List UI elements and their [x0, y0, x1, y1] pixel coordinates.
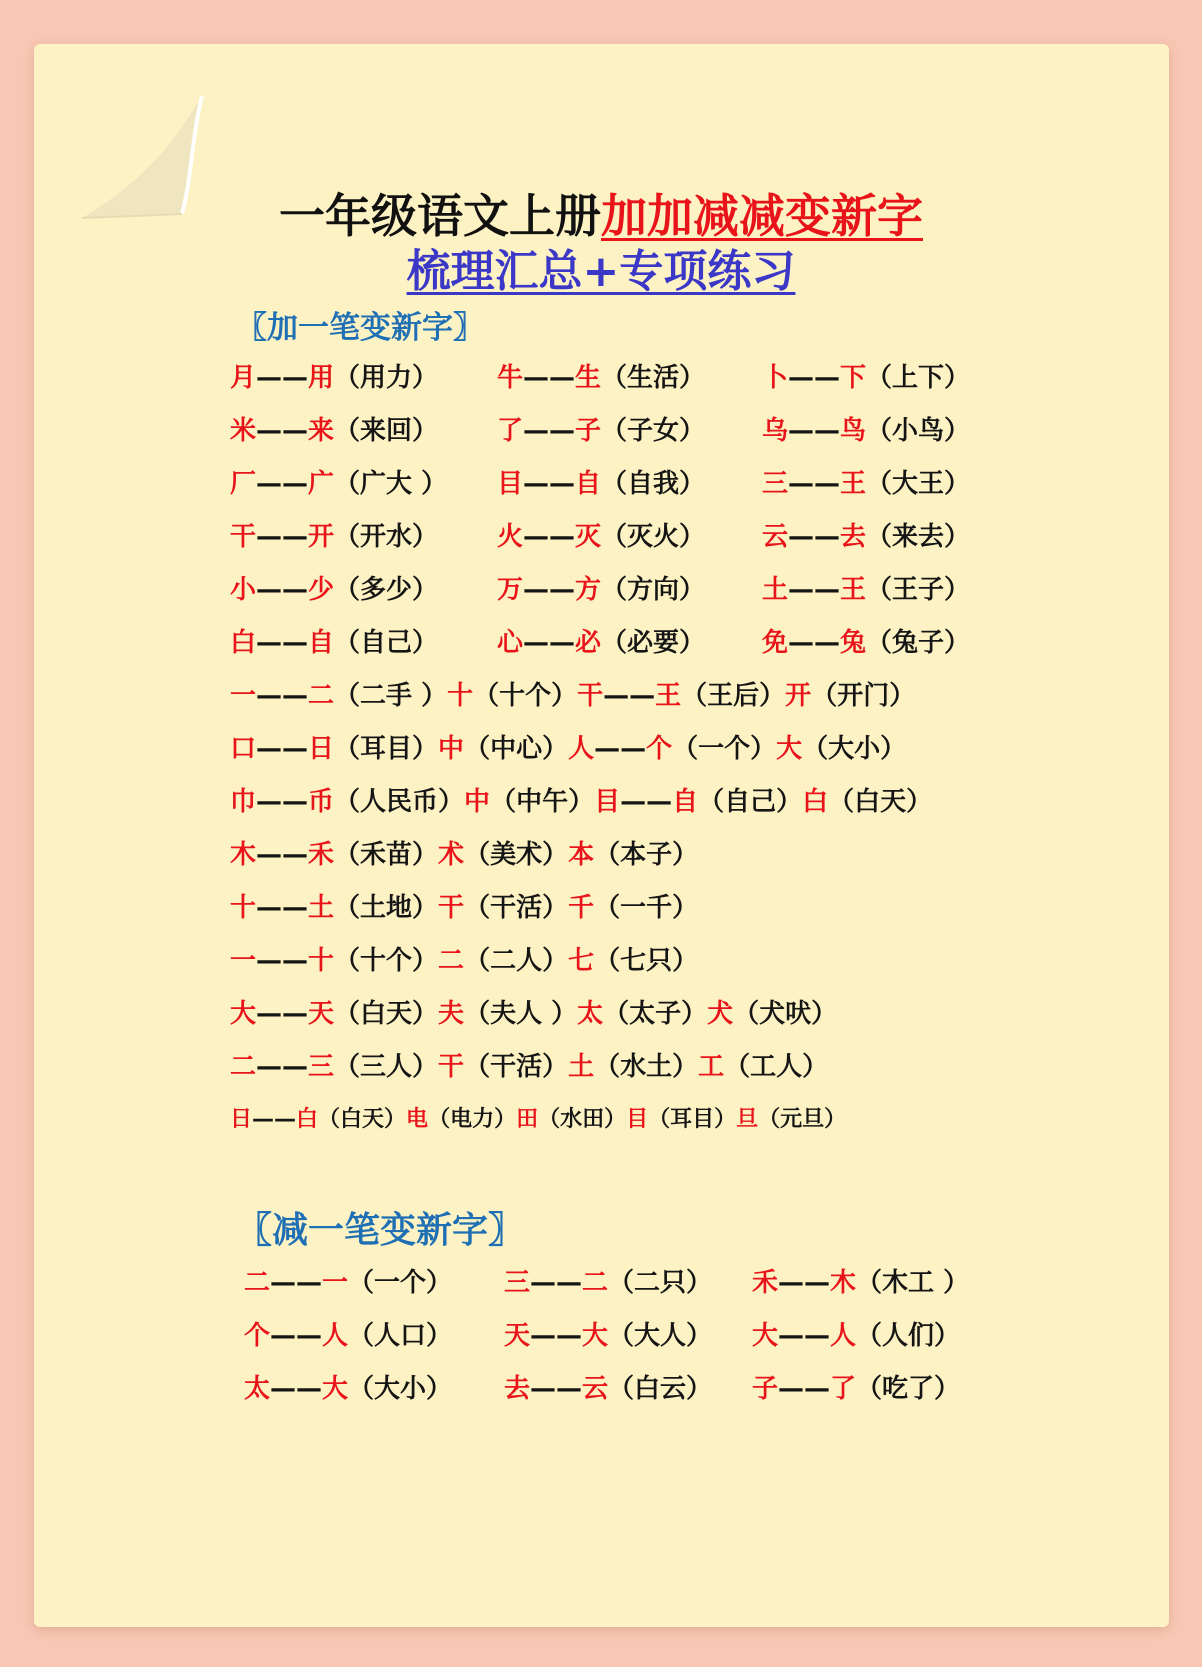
new-char: 自: [672, 787, 699, 817]
source-char: 厂: [230, 469, 257, 499]
char-entry: [568, 734, 776, 764]
new-char: 开: [308, 522, 335, 552]
dash: ——: [256, 1052, 309, 1082]
source-char: 巾: [230, 787, 257, 817]
example-word: （广大 ）: [334, 469, 448, 499]
char-entry: [230, 409, 438, 453]
char-entry: [438, 840, 568, 870]
dash: ——: [256, 575, 309, 605]
new-char: 子: [575, 416, 602, 446]
dash: ——: [788, 469, 841, 499]
example-word: （用力）: [334, 363, 439, 393]
example-word: （美术）: [464, 840, 569, 870]
char-entry: [752, 1261, 969, 1305]
new-char: 白: [802, 787, 829, 817]
new-char: 禾: [308, 840, 335, 870]
dash: ——: [530, 1374, 583, 1404]
source-char: 去: [504, 1374, 531, 1404]
new-char: 田: [516, 1107, 539, 1132]
new-char: 二: [438, 946, 465, 976]
new-char: 王: [840, 575, 867, 605]
new-char: 下: [840, 363, 867, 393]
char-entry: [438, 893, 568, 923]
dash: ——: [256, 734, 309, 764]
new-char: 术: [438, 840, 465, 870]
char-entry: [244, 1314, 452, 1358]
char-entry: [762, 409, 970, 453]
source-char: 一: [230, 681, 257, 711]
source-char: 心: [497, 628, 524, 658]
example-word: （耳目）: [334, 734, 439, 764]
example-word: （犬吠）: [733, 999, 838, 1029]
char-entry: [762, 515, 970, 559]
dash: ——: [270, 1374, 323, 1404]
example-word: （十个）: [473, 681, 578, 711]
example-word: （开门）: [811, 681, 916, 711]
new-char: 大: [582, 1321, 609, 1351]
char-entry: [762, 462, 970, 506]
new-char: 白: [296, 1107, 319, 1132]
example-word: （白天）: [318, 1107, 407, 1132]
source-char: 火: [497, 522, 524, 552]
char-entry: [230, 1052, 438, 1082]
new-char: 币: [308, 787, 335, 817]
new-char: 十: [308, 946, 335, 976]
char-row-content: [230, 886, 698, 930]
char-entry: [568, 893, 698, 923]
dash: ——: [256, 628, 309, 658]
new-char: 去: [840, 522, 867, 552]
source-char: 牛: [497, 363, 524, 393]
example-word: （干活）: [464, 893, 569, 923]
char-entry: [785, 681, 915, 711]
example-word: （自我）: [601, 469, 706, 499]
char-entry: [230, 621, 438, 665]
example-word: （开水）: [334, 522, 439, 552]
example-word: （白天）: [828, 787, 933, 817]
page-subtitle: 梳理汇总+专项练习: [406, 246, 796, 297]
source-char: 一: [230, 946, 257, 976]
source-char: 口: [230, 734, 257, 764]
char-entry: [736, 1107, 846, 1132]
char-entry: [447, 681, 577, 711]
new-char: 个: [646, 734, 673, 764]
dash: ——: [788, 363, 841, 393]
new-char: 土: [308, 893, 335, 923]
example-word: （来回）: [334, 416, 439, 446]
example-word: （二人）: [464, 946, 569, 976]
example-word: （禾苗）: [334, 840, 439, 870]
new-char: 王: [655, 681, 682, 711]
dash: ——: [523, 416, 576, 446]
source-char: 二: [244, 1268, 271, 1298]
source-char: 免: [762, 628, 789, 658]
char-entry: [230, 356, 438, 400]
char-entry: [464, 787, 594, 817]
example-word: （一个）: [348, 1268, 453, 1298]
new-char: 广: [308, 469, 335, 499]
new-char: 木: [830, 1268, 857, 1298]
example-word: （水田）: [538, 1107, 627, 1132]
char-entry: [568, 1052, 698, 1082]
example-word: （水土）: [594, 1052, 699, 1082]
dash: ——: [523, 628, 576, 658]
char-entry: [752, 1367, 960, 1411]
example-word: （七只）: [594, 946, 699, 976]
dash: ——: [256, 416, 309, 446]
new-char: 土: [568, 1052, 595, 1082]
new-char: 兔: [840, 628, 867, 658]
char-entry: [438, 946, 568, 976]
new-char: 本: [568, 840, 595, 870]
char-entry: [406, 1107, 516, 1132]
char-entry: [230, 515, 438, 559]
source-char: 三: [762, 469, 789, 499]
source-char: 子: [752, 1374, 779, 1404]
char-entry: [568, 840, 698, 870]
title-grade-subject: 一年级语文上册: [279, 189, 601, 243]
char-entry: [707, 999, 837, 1029]
example-word: （来去）: [866, 522, 971, 552]
example-word: （方向）: [601, 575, 706, 605]
new-char: 一: [322, 1268, 349, 1298]
example-word: （夫人 ）: [464, 999, 578, 1029]
example-word: （木工 ）: [856, 1268, 970, 1298]
source-char: 小: [230, 575, 257, 605]
new-char: 大: [322, 1374, 349, 1404]
new-char: 自: [308, 628, 335, 658]
new-char: 电: [406, 1107, 429, 1132]
dash: ——: [523, 575, 576, 605]
source-char: 土: [762, 575, 789, 605]
dash: ——: [523, 469, 576, 499]
new-char: 中: [464, 787, 491, 817]
example-word: （干活）: [464, 1052, 569, 1082]
example-word: （人口）: [348, 1321, 453, 1351]
example-word: （大小）: [348, 1374, 453, 1404]
char-entry: [752, 1314, 960, 1358]
example-word: （土地）: [334, 893, 439, 923]
source-char: 太: [244, 1374, 271, 1404]
example-word: （生活）: [601, 363, 706, 393]
char-entry: [762, 621, 970, 665]
example-word: （王子）: [866, 575, 971, 605]
example-word: （王后）: [681, 681, 786, 711]
dash: ——: [256, 999, 309, 1029]
dash: ——: [778, 1268, 831, 1298]
new-char: 鸟: [840, 416, 867, 446]
dash: ——: [620, 787, 673, 817]
dash: ——: [530, 1321, 583, 1351]
new-char: 灭: [575, 522, 602, 552]
new-char: 千: [568, 893, 595, 923]
example-word: （自己）: [334, 628, 439, 658]
remove-stroke-heading: 〖减一笔变新字〗: [236, 1209, 525, 1251]
example-word: （一千）: [594, 893, 699, 923]
example-word: （本子）: [594, 840, 699, 870]
dash: ——: [530, 1268, 583, 1298]
char-entry: [230, 893, 438, 923]
dash: ——: [252, 1107, 297, 1132]
char-entry: [230, 734, 438, 764]
dash: ——: [256, 946, 309, 976]
source-char: 人: [568, 734, 595, 764]
source-char: 卜: [762, 363, 789, 393]
example-word: （三人）: [334, 1052, 439, 1082]
new-char: 工: [698, 1052, 725, 1082]
char-row-content: [230, 1098, 846, 1142]
char-entry: [504, 1367, 712, 1411]
source-char: 大: [230, 999, 257, 1029]
source-char: 禾: [752, 1268, 779, 1298]
new-char: 七: [568, 946, 595, 976]
char-entry: [230, 1107, 406, 1132]
dash: ——: [523, 363, 576, 393]
char-entry: [230, 946, 438, 976]
example-word: （二手 ）: [334, 681, 448, 711]
char-entry: [244, 1367, 452, 1411]
char-entry: [497, 621, 705, 665]
char-entry: [762, 356, 970, 400]
source-char: 日: [230, 1107, 253, 1132]
example-word: （元旦）: [758, 1107, 847, 1132]
dash: ——: [603, 681, 656, 711]
dash: ——: [778, 1374, 831, 1404]
new-char: 云: [582, 1374, 609, 1404]
dash: ——: [256, 363, 309, 393]
new-char: 太: [577, 999, 604, 1029]
dash: ——: [256, 681, 309, 711]
new-char: 夫: [438, 999, 465, 1029]
add-stroke-heading: 〖加一笔变新字〗: [236, 310, 484, 346]
new-char: 二: [308, 681, 335, 711]
new-char: 生: [575, 363, 602, 393]
char-entry: [504, 1261, 712, 1305]
example-word: （耳目）: [648, 1107, 737, 1132]
example-word: （工人）: [724, 1052, 829, 1082]
example-word: （中午）: [490, 787, 595, 817]
char-entry: [230, 999, 438, 1029]
char-entry: [698, 1052, 828, 1082]
source-char: 三: [504, 1268, 531, 1298]
char-entry: [230, 840, 438, 870]
source-char: 乌: [762, 416, 789, 446]
new-char: 十: [447, 681, 474, 711]
new-char: 日: [308, 734, 335, 764]
char-entry: [497, 568, 705, 612]
dash: ——: [594, 734, 647, 764]
example-word: （灭火）: [601, 522, 706, 552]
dash: ——: [270, 1268, 323, 1298]
example-word: （兔子）: [866, 628, 971, 658]
char-entry: [244, 1261, 452, 1305]
new-char: 三: [308, 1052, 335, 1082]
dash: ——: [256, 893, 309, 923]
char-entry: [438, 1052, 568, 1082]
source-char: 米: [230, 416, 257, 446]
dash: ——: [523, 522, 576, 552]
source-char: 天: [504, 1321, 531, 1351]
dash: ——: [788, 628, 841, 658]
dash: ——: [788, 416, 841, 446]
new-char: 干: [438, 1052, 465, 1082]
char-entry: [497, 462, 705, 506]
dash: ——: [256, 522, 309, 552]
source-char: 白: [230, 628, 257, 658]
char-row-content: [230, 833, 698, 877]
source-char: 目: [497, 469, 524, 499]
char-entry: [504, 1314, 712, 1358]
new-char: 用: [308, 363, 335, 393]
char-row-content: [230, 674, 915, 718]
char-entry: [230, 462, 447, 506]
char-entry: [497, 356, 705, 400]
dash: ——: [788, 575, 841, 605]
source-char: 目: [594, 787, 621, 817]
example-word: （一个）: [672, 734, 777, 764]
source-char: 干: [230, 522, 257, 552]
example-word: （人民币）: [334, 787, 465, 817]
source-char: 二: [230, 1052, 257, 1082]
example-word: （十个）: [334, 946, 439, 976]
example-word: （子女）: [601, 416, 706, 446]
new-char: 方: [575, 575, 602, 605]
example-word: （自己）: [698, 787, 803, 817]
char-entry: [577, 681, 785, 711]
example-word: （人们）: [856, 1321, 961, 1351]
example-word: （大人）: [608, 1321, 713, 1351]
source-char: 月: [230, 363, 257, 393]
example-word: （多少）: [334, 575, 439, 605]
new-char: 犬: [707, 999, 734, 1029]
new-char: 开: [785, 681, 812, 711]
page-title: [0, 188, 1202, 244]
dash: ——: [788, 522, 841, 552]
new-char: 旦: [736, 1107, 759, 1132]
char-entry: [438, 734, 568, 764]
new-char: 干: [438, 893, 465, 923]
source-char: 十: [230, 893, 257, 923]
char-row-content: [230, 939, 698, 983]
example-word: （中心）: [464, 734, 569, 764]
new-char: 天: [308, 999, 335, 1029]
dash: ——: [256, 469, 309, 499]
new-char: 自: [575, 469, 602, 499]
char-entry: [776, 734, 906, 764]
dash: ——: [270, 1321, 323, 1351]
char-entry: [802, 787, 932, 817]
new-char: 中: [438, 734, 465, 764]
source-char: 万: [497, 575, 524, 605]
new-char: 了: [830, 1374, 857, 1404]
example-word: （太子）: [603, 999, 708, 1029]
source-char: 云: [762, 522, 789, 552]
char-entry: [497, 515, 705, 559]
char-entry: [577, 999, 707, 1029]
source-char: 干: [577, 681, 604, 711]
new-char: 大: [776, 734, 803, 764]
example-word: （白云）: [608, 1374, 713, 1404]
dash: ——: [256, 840, 309, 870]
char-entry: [762, 568, 970, 612]
new-char: 目: [626, 1107, 649, 1132]
char-entry: [438, 999, 577, 1029]
example-word: （上下）: [866, 363, 971, 393]
example-word: （电力）: [428, 1107, 517, 1132]
char-entry: [594, 787, 802, 817]
title-topic: 加加减减变新字: [601, 189, 923, 243]
char-row-content: [230, 1045, 828, 1089]
char-row-content: [230, 727, 906, 771]
source-char: 大: [752, 1321, 779, 1351]
source-char: 木: [230, 840, 257, 870]
example-word: （必要）: [601, 628, 706, 658]
char-entry: [568, 946, 698, 976]
char-entry: [230, 681, 447, 711]
new-char: 少: [308, 575, 335, 605]
example-word: （二只）: [608, 1268, 713, 1298]
char-entry: [230, 787, 464, 817]
new-char: 王: [840, 469, 867, 499]
char-row-content: [230, 992, 837, 1036]
new-char: 必: [575, 628, 602, 658]
char-entry: [516, 1107, 626, 1132]
source-char: 个: [244, 1321, 271, 1351]
example-word: （大小）: [802, 734, 907, 764]
char-entry: [497, 409, 705, 453]
example-word: （吃了）: [856, 1374, 961, 1404]
new-char: 来: [308, 416, 335, 446]
dash: ——: [256, 787, 309, 817]
char-entry: [230, 568, 438, 612]
char-row-content: [230, 780, 932, 824]
char-entry: [626, 1107, 736, 1132]
new-char: 人: [322, 1321, 349, 1351]
source-char: 了: [497, 416, 524, 446]
new-char: 二: [582, 1268, 609, 1298]
dash: ——: [778, 1321, 831, 1351]
new-char: 人: [830, 1321, 857, 1351]
example-word: （大王）: [866, 469, 971, 499]
example-word: （白天）: [334, 999, 439, 1029]
example-word: （小鸟）: [866, 416, 971, 446]
